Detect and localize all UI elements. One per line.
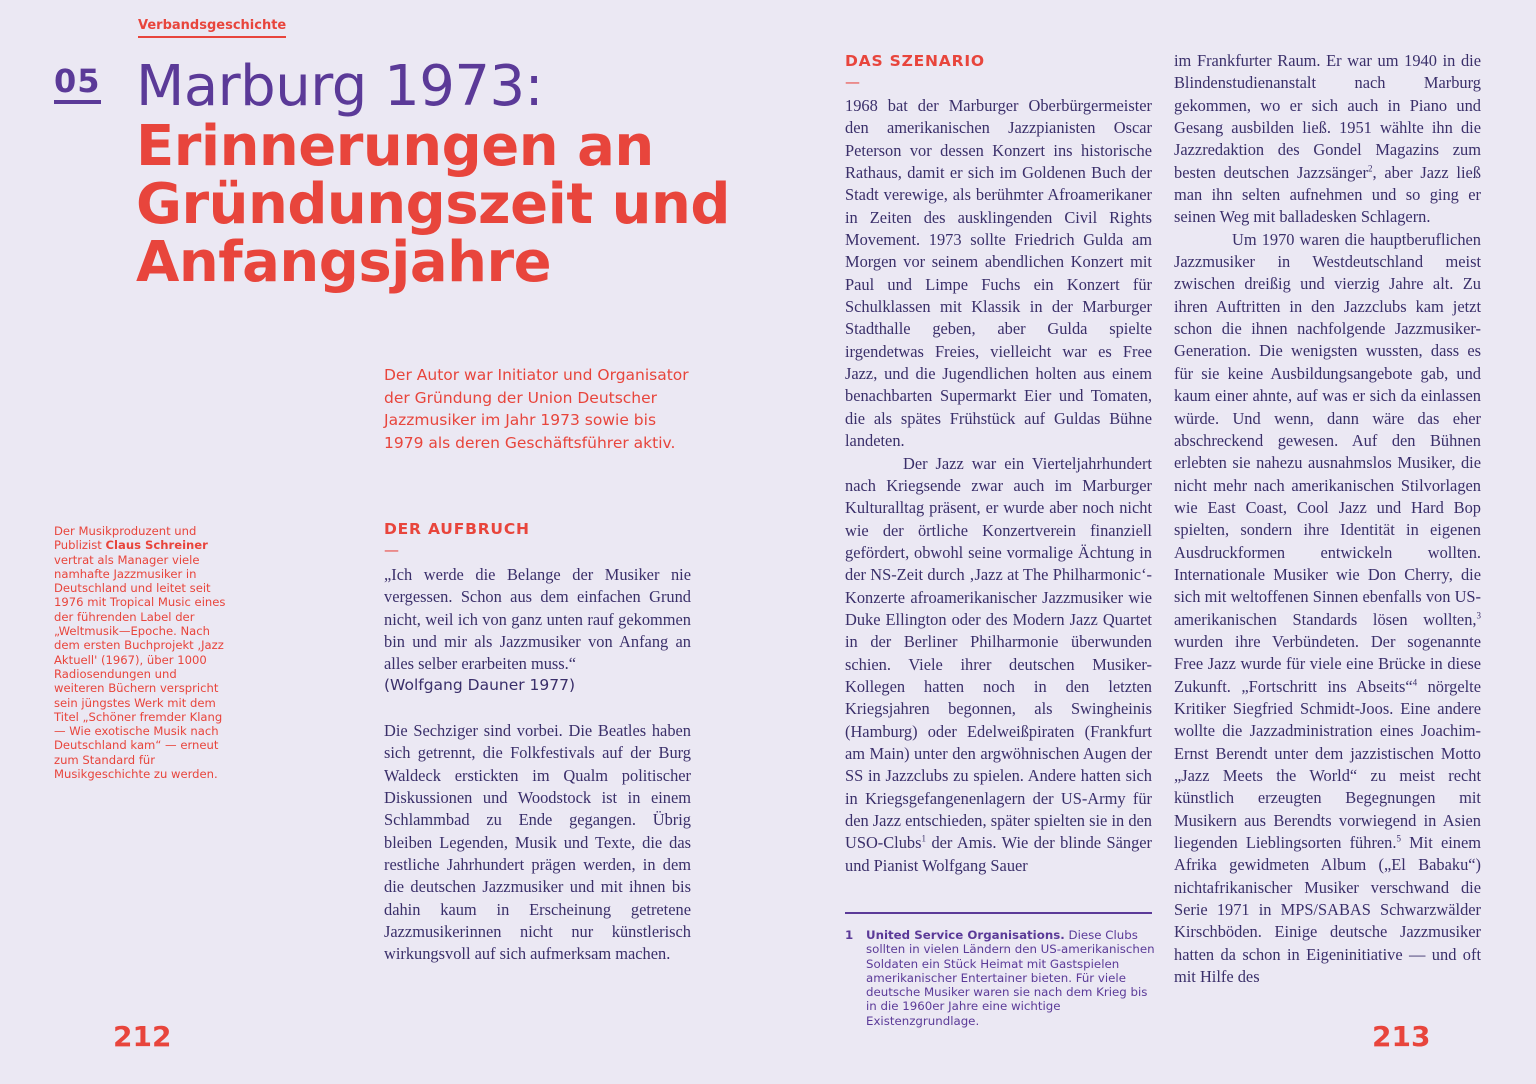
- intro-text: Der Autor war Initiator und Organisator der Gründung der Union Deutscher Jazzmusiker im Jahr 1973 sowie bis 1979 als deren Geschäftsführer aktiv.: [384, 366, 689, 452]
- text-run: Mit einem Afrika gewidmeten Album („El Babaku“) nichtafrikanischer Musiker verschwand die Serie 1971 in MPS/SABAS Schwarzwälder Kirschböden. Einige deutsche Jazzmusiker hatten da schon in Eigeninitiative — und oft mit Hilfe des: [1174, 833, 1481, 987]
- footnote-ref: 3: [1476, 610, 1481, 621]
- bio-pre: Der Musikproduzent und Publizist: [54, 524, 197, 553]
- footnote-ref: 5: [1396, 833, 1401, 844]
- page-number-right: 213: [1372, 1020, 1431, 1053]
- text-run: , aber Jazz ließ man ihn selten aufnehmen und so ging er seinen Weg mit balladesken Schlagern.: [1174, 162, 1481, 227]
- footnote-ref: 1: [921, 833, 927, 844]
- footnote-number: 1: [845, 928, 854, 942]
- footnote: [845, 928, 1155, 1028]
- heading-dash: —: [384, 541, 399, 559]
- section-label: Verbandsgeschichte: [138, 18, 286, 38]
- body-column-4: [1174, 50, 1481, 988]
- text-run: im Frankfurter Raum. Er war um 1940 in die Blindenstudienanstalt nach Marburg gekommen, wo er sich auch in Piano und Gesang ausbilden ließ. 1951 wählte ihn die Jazzredaktion des Gondel Magazins zum besten deutschen Jazzsänger: [1174, 51, 1481, 182]
- text-run: Der Jazz war ein Vierteljahrhundert nach Kriegsende zwar auch im Marburger Kulturalltag präsent, er wurde aber noch nicht wie der örtliche Konzertverein finanziell gefördert, obwohl seine vormalige Ächtung in der NS-Zeit durch ‚Jazz at The Philharmonic‘-Konzerte afroamerikanischer Jazzmusiker wie Duke Ellington oder des Modern Jazz Quartet in der Berliner Philharmonie überwunden schien. Viele ihrer deutschen Musiker-Kollegen hatten noch in den letzten Kriegsjahren begonnen, als Swingheinis (Hamburg) oder Edelweißpiraten (Frankfurt am Main) unter den argwöhnischen Augen der SS in Jazzclubs zu spielen. Andere hatten sich in Kriegsgefangenenlagern der US-Army für den Jazz entschieden, später spielten sie in den USO-Clubs: [845, 453, 1152, 853]
- text-run: der Amis. Wie der blinde Sänger und Pianist Wolfgang Sauer: [845, 833, 1152, 875]
- footnote-divider: [845, 912, 1152, 914]
- chapter-number: 05: [54, 62, 101, 104]
- footnote-ref: 4: [1412, 677, 1418, 688]
- paragraph: [845, 453, 1152, 878]
- text-run: Um 1970 waren die hauptberuflichen Jazzmusiker in Westdeutschland meist zwischen dreißig und vierzig Jahre alt. Zu ihren Auftritten in den Jazzclubs kam jetzt schon die ihnen nachfolgende Jazzmusiker-Generation. Die wenigsten wussten, dass es für sie keine Ausbildungsangebote gab, und kaum einer ahnte, auf was er sich da einlassen würde. Und wenn, dann wäre das eher abschreckend gewesen. Auf den Bühnen erlebten sie nahezu ausnahmslos Musiker, die nicht mehr nach amerikanischen Stilvorlagen wie East Coast, Cool Jazz und Hard Bop spielten, sondern ihre Identität in eigenen Ausdruckformen entwickeln wollten. Internationale Musiker wie Don Cherry, die sich mit weltoffenen Sinnen ebenfalls von US-amerikanischen Standards lösen wollten,: [1174, 229, 1481, 629]
- heading-dash: —: [845, 73, 860, 91]
- paragraph: 1968 bat der Marburger Oberbürgermeister den amerikanischen Jazzpianisten Oscar Peterson vor dessen Konzert ins historische Rathaus, damit er sich im Goldenen Buch der Stadt verewige, als berühmter Afroamerikaner in Zeiten des ausklingenden Civil Rights Movement. 1973 sollte Friedrich Gulda am Morgen vor seinem abendlichen Konzert mit Paul und Limpe Fuchs ein Konzert für Schulklassen mit Klassik in der Marburger Stadthalle geben, aber Gulda spielte irgendetwas Freies, vielleicht war es Free Jazz, und die Jugendlichen holten aus einem benachbarten Supermarkt Eier und Tomaten, die als spätes Frühstück auf Guldas Bühne landeten.: [845, 96, 1152, 451]
- bio-post: vertrat als Manager viele namhafte Jazzmusiker in Deutschland und leitet seit 1976 mit Tropical Music eines der führenden Label der „Weltmusik—Epoche. Nach dem ersten Buchprojekt ‚Jazz Aktuell' (1967), über 1000 Radiosendungen und weiteren Büchern verspricht sein jüngstes Werk mit dem Titel „Schöner fremder Klang — Wie exotische Musik nach Deutschland kam“ — erneut zum Standard für Musikgeschichte zu werden.: [54, 552, 226, 782]
- body-text-aufbruch: Die Sechziger sind vorbei. Die Beatles haben sich getrennt, die Folkfestivals auf der Burg Waldeck erstickten im Qualm politischer Diskussionen und Woodstock ist in einem Schlammbad zu Ende gegangen. Übrig bleiben Legenden, Musik und Texte, die das restliche Jahrhundert prägen werden, in dem die deutschen Jazzmusiker und mit ihnen bis dahin kaum in Erscheinung getretene Jazzmusikerinnen nicht nur künstlerisch wirkungsvoll auf sich aufmerksam machen.: [384, 721, 691, 964]
- text-run: nörgelte Kritiker Siegfried Schmidt-Joos. Eine andere wollte die Jazzadministration eines Joachim-Ernst Berendt unter dem jazzistischen Motto „Jazz Meets the World“ zu meist recht künstlich erzeugten Begegnungen mit Musikern aus Berendts vorwiegend in Asien liegenden Lieblingsorten führen.: [1174, 676, 1481, 853]
- page-number-left: 212: [113, 1020, 172, 1053]
- quote-author: (Wolfgang Dauner 1977): [384, 676, 576, 694]
- footnote-ref: 2: [1368, 163, 1373, 174]
- paragraph: [1174, 229, 1481, 989]
- footnote-body: Diese Clubs sollten in vielen Ländern den US-amerikanischen Soldaten ein Stück Heimat mit Gastspielen amerikanischer Entertainer bieten. Für viele deutsche Musiker waren sie nach dem Krieg bis in die 1960er Jahre eine wichtige Existenzgrundlage.: [866, 928, 1155, 1028]
- bio-name: Claus Schreiner: [105, 538, 208, 553]
- page-title-line1: Marburg 1973:: [136, 54, 543, 119]
- page-title-subtitle: Erinnerungen an Gründungszeit und Anfangsjahre: [136, 114, 730, 295]
- paragraph: [1174, 50, 1481, 229]
- body-column-3: [845, 95, 1152, 877]
- footnote-text: [866, 928, 1155, 1028]
- text-run: wurden ihre Verbündeten. Der sogenannte Free Jazz wurde für viele eine Brücke in diese Zukunft. „Fortschritt ins Abseits“: [1174, 631, 1481, 696]
- quote: „Ich werde die Belange der Musiker nie vergessen. Schon aus dem einfachen Grund nicht, weil ich von ganz unten rauf gekommen bin und mir als Jazzmusiker von Anfang an alles selber erarbeiten muss.“: [384, 565, 691, 674]
- section-heading-szenario: DAS SZENARIO: [845, 52, 985, 70]
- author-bio: [54, 524, 229, 781]
- section-heading-aufbruch: DER AUFBRUCH: [384, 520, 530, 538]
- footnote-title: United Service Organisations.: [866, 928, 1065, 942]
